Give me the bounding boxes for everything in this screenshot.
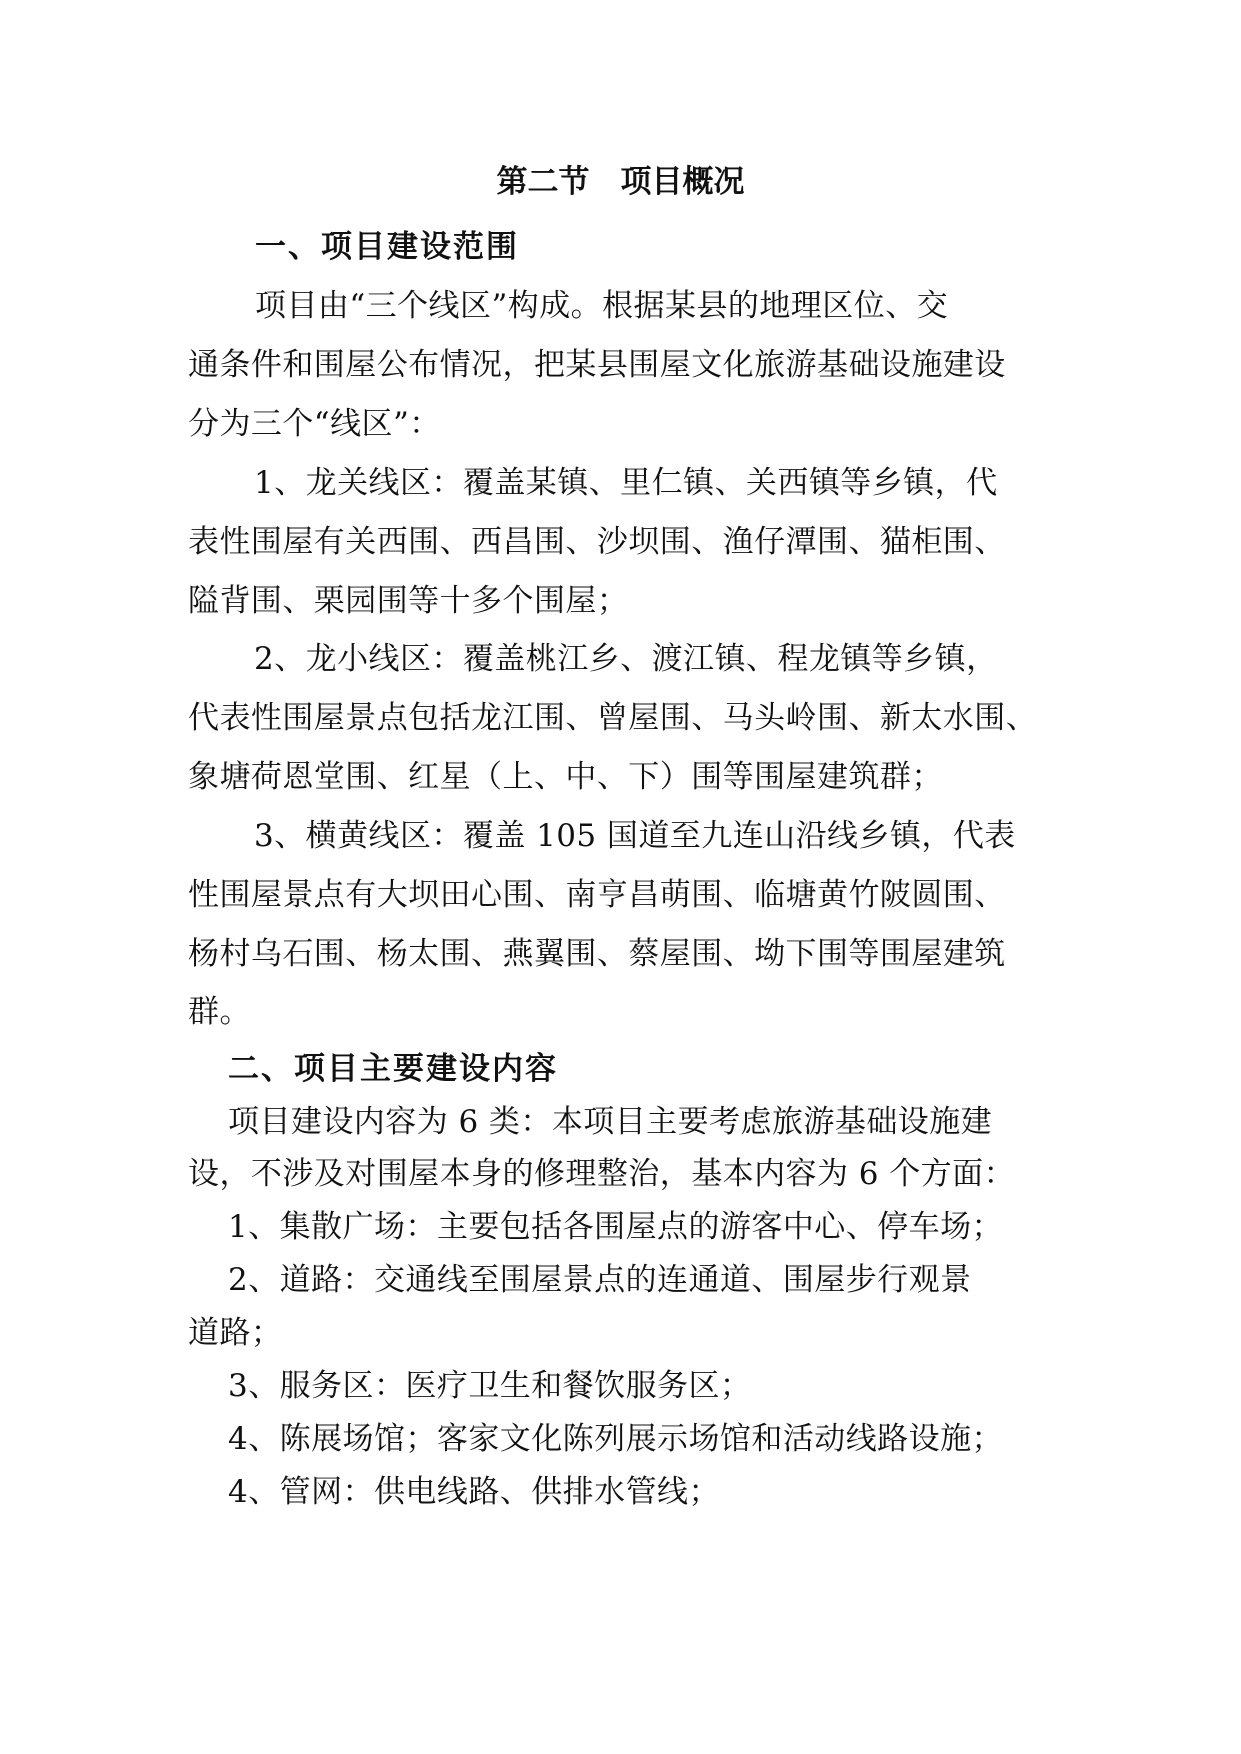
list-item-line: 群。: [188, 994, 251, 1030]
list-item-line: 象塘荷恩堂围、红星（上、中、下）围等围屋建筑群；: [188, 759, 943, 795]
list-item-line: 表性围屋有关西围、西昌围、沙坝围、渔仔潭围、猫柜围、: [188, 524, 1006, 560]
paragraph-line: 设，不涉及对围屋本身的修理整治，基本内容为 6 个方面：: [188, 1156, 1016, 1192]
list-item-line: 代表性围屋景点包括龙江围、曾屋围、马头岭围、新太水围、: [188, 700, 1038, 736]
list-item-line: 1、集散广场：主要包括各围屋点的游客中心、停车场；: [228, 1209, 1003, 1245]
list-item-line: 隘背围、栗园围等十多个围屋；: [188, 583, 629, 619]
list-item-line: 杨村乌石围、杨太围、燕翼围、蔡屋围、坳下围等围屋建筑: [188, 936, 1006, 972]
list-item-line: 2、龙小线区：覆盖桃江乡、渡江镇、程龙镇等乡镇，: [254, 641, 998, 677]
paragraph-line: 分为三个“线区”：: [188, 406, 441, 442]
list-item-line: 2、道路：交通线至围屋景点的连通道、围屋步行观景: [228, 1262, 972, 1298]
paragraph-line: 项目由“三个线区”构成。根据某县的地理区位、交: [255, 288, 949, 324]
section-heading-scope: 一、项目建设范围: [255, 229, 519, 265]
list-item-line: 3、横黄线区：覆盖 105 国道至九连山沿线乡镇，代表: [254, 818, 1016, 854]
list-item-line: 3、服务区：医疗卫生和餐饮服务区；: [228, 1368, 752, 1404]
section-heading-content: 二、项目主要建设内容: [228, 1051, 558, 1087]
paragraph-line: 项目建设内容为 6 类：本项目主要考虑旅游基础设施建: [228, 1104, 993, 1140]
list-item-line: 4、管网：供电线路、供排水管线；: [228, 1474, 720, 1510]
list-item-line: 道路；: [188, 1315, 283, 1351]
list-item-line: 1、龙关线区：覆盖某镇、里仁镇、关西镇等乡镇，代: [254, 465, 998, 501]
list-item-line: 性围屋景点有大坝田心围、南亨昌萌围、临塘黄竹陂圆围、: [188, 877, 1006, 913]
page-title: 第二节 项目概况: [496, 164, 745, 200]
list-item-line: 4、陈展场馆；客家文化陈列展示场馆和活动线路设施；: [228, 1421, 1003, 1457]
paragraph-line: 通条件和围屋公布情况，把某县围屋文化旅游基础设施建设: [188, 347, 1006, 383]
